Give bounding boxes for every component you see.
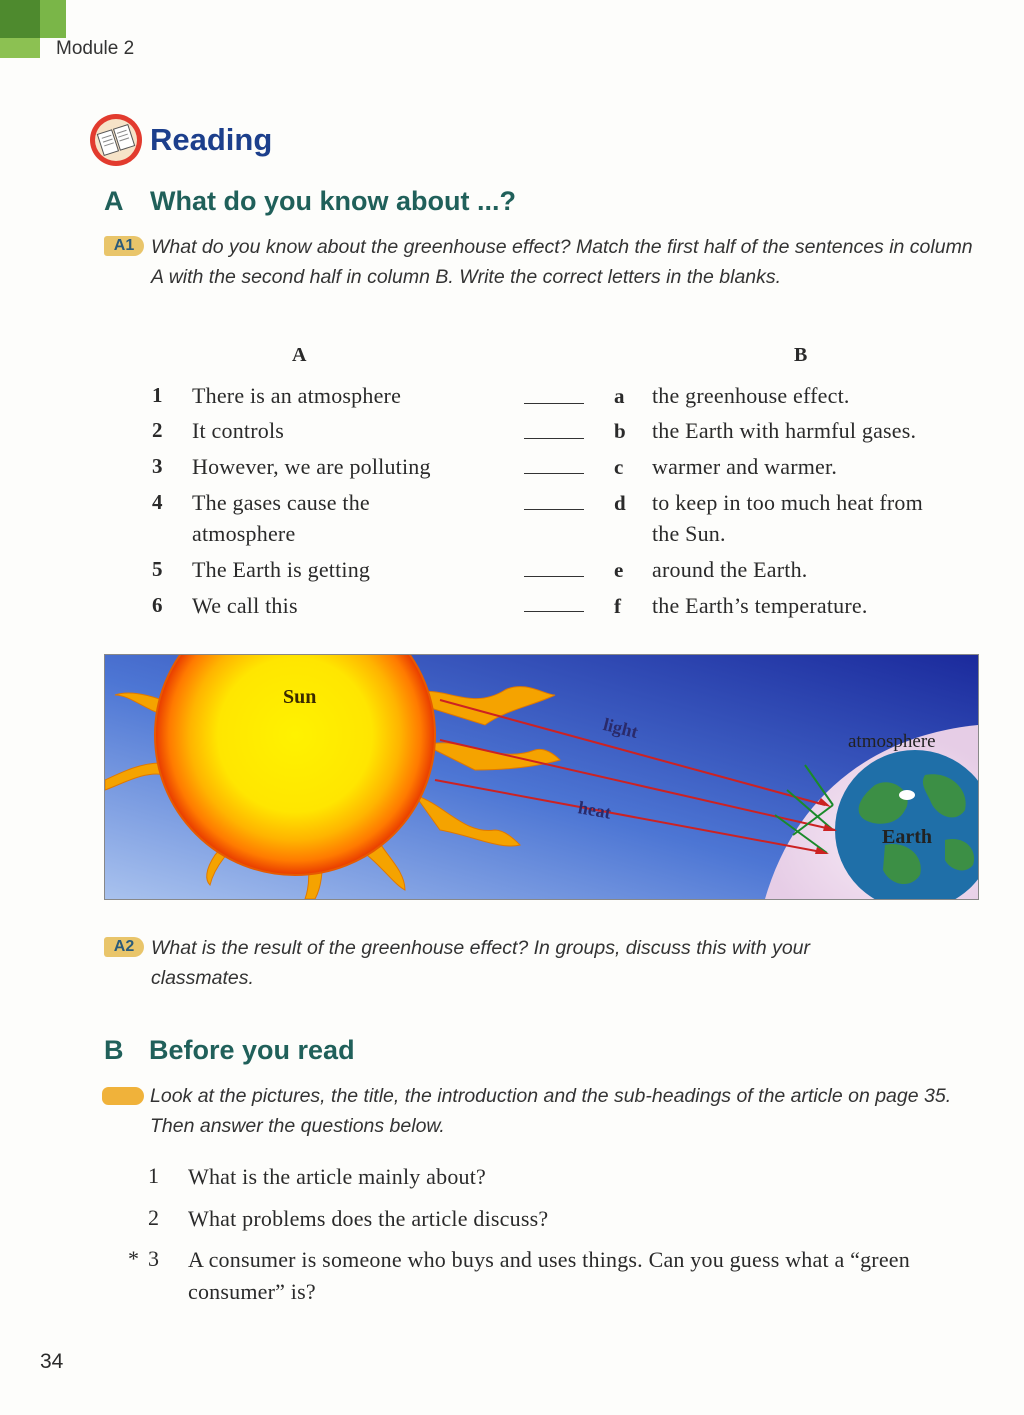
item-a-text: There is an atmosphere xyxy=(192,383,402,408)
section-b-letter: B xyxy=(104,1035,124,1065)
column-b-heading: B xyxy=(794,344,808,366)
answer-blank[interactable] xyxy=(524,403,584,404)
item-b-text: the Earth with harmful gases. xyxy=(652,418,917,443)
page-number: 34 xyxy=(40,1350,64,1373)
a1-badge: A1 xyxy=(104,236,144,256)
greenhouse-effect-diagram xyxy=(104,654,979,900)
a2-instruction: What is the result of the greenhouse effect? In groups, discuss this with your classmates. xyxy=(151,937,811,989)
module-label: Module 2 xyxy=(56,38,135,59)
question-number: 1 xyxy=(148,1163,159,1188)
item-a-number: 5 xyxy=(152,557,163,581)
question-text: What is the article mainly about? xyxy=(188,1164,486,1189)
item-a-text: We call this xyxy=(192,593,298,618)
a1-instruction: What do you know about the greenhouse effect? Match the first half of the sentences in column A with the second half in column B. Write the correct letters in the blanks. xyxy=(151,236,973,288)
reading-title: Reading xyxy=(150,122,273,157)
item-a-number: 3 xyxy=(152,454,163,478)
item-a-number: 2 xyxy=(152,418,163,442)
sun-label: Sun xyxy=(283,686,317,708)
corner-decoration xyxy=(0,0,40,38)
light-label: light xyxy=(601,714,641,742)
item-a-number: 1 xyxy=(152,383,163,407)
item-b-text: the greenhouse effect. xyxy=(652,383,850,408)
section-a-title: What do you know about ...? xyxy=(150,186,516,216)
item-b-letter: f xyxy=(614,594,621,618)
item-a-text: It controls xyxy=(192,418,285,443)
item-b-letter: a xyxy=(614,384,625,408)
item-a-text: The Earth is getting xyxy=(192,557,371,582)
item-a-number: 6 xyxy=(152,593,163,617)
item-b-text: to keep in too much heat from the Sun. xyxy=(652,490,923,546)
section-b-title: Before you read xyxy=(149,1035,355,1065)
atmosphere-label: atmosphere xyxy=(848,731,936,752)
heat-label: heat xyxy=(576,797,613,823)
corner-decoration-light xyxy=(0,38,40,58)
item-b-letter: d xyxy=(614,491,626,515)
a2-badge: A2 xyxy=(104,937,144,957)
item-b-text: warmer and warmer. xyxy=(652,454,838,479)
answer-blank[interactable] xyxy=(524,509,584,510)
item-a-number: 4 xyxy=(152,490,163,514)
column-a-heading: A xyxy=(292,344,307,366)
answer-blank[interactable] xyxy=(524,576,584,577)
answer-blank[interactable] xyxy=(524,438,584,439)
question-text: What problems does the article discuss? xyxy=(188,1206,549,1231)
corner-decoration-strip xyxy=(40,0,66,38)
section-b-instruction: Look at the pictures, the title, the introduction and the sub-headings of the article on page 35. Then answer the questions below. xyxy=(150,1085,952,1137)
item-b-letter: e xyxy=(614,558,624,582)
item-a-text: However, we are polluting xyxy=(192,454,431,479)
answer-blank[interactable] xyxy=(524,473,584,474)
optional-star: * xyxy=(128,1246,139,1271)
section-a-letter: A xyxy=(104,186,124,216)
question-number: 3 xyxy=(148,1246,159,1271)
item-b-letter: c xyxy=(614,455,624,479)
item-b-text: around the Earth. xyxy=(652,557,808,582)
question-number: 2 xyxy=(148,1205,159,1230)
question-text: A consumer is someone who buys and uses things. Can you guess what a “green consumer” is? xyxy=(188,1247,910,1304)
section-b-badge xyxy=(102,1087,144,1105)
item-b-text: the Earth’s temperature. xyxy=(652,593,868,618)
item-a-text: The gases cause the atmosphere xyxy=(192,490,370,546)
book-icon xyxy=(88,112,144,168)
answer-blank[interactable] xyxy=(524,611,584,612)
item-b-letter: b xyxy=(614,419,626,443)
earth-label: Earth xyxy=(882,826,932,848)
